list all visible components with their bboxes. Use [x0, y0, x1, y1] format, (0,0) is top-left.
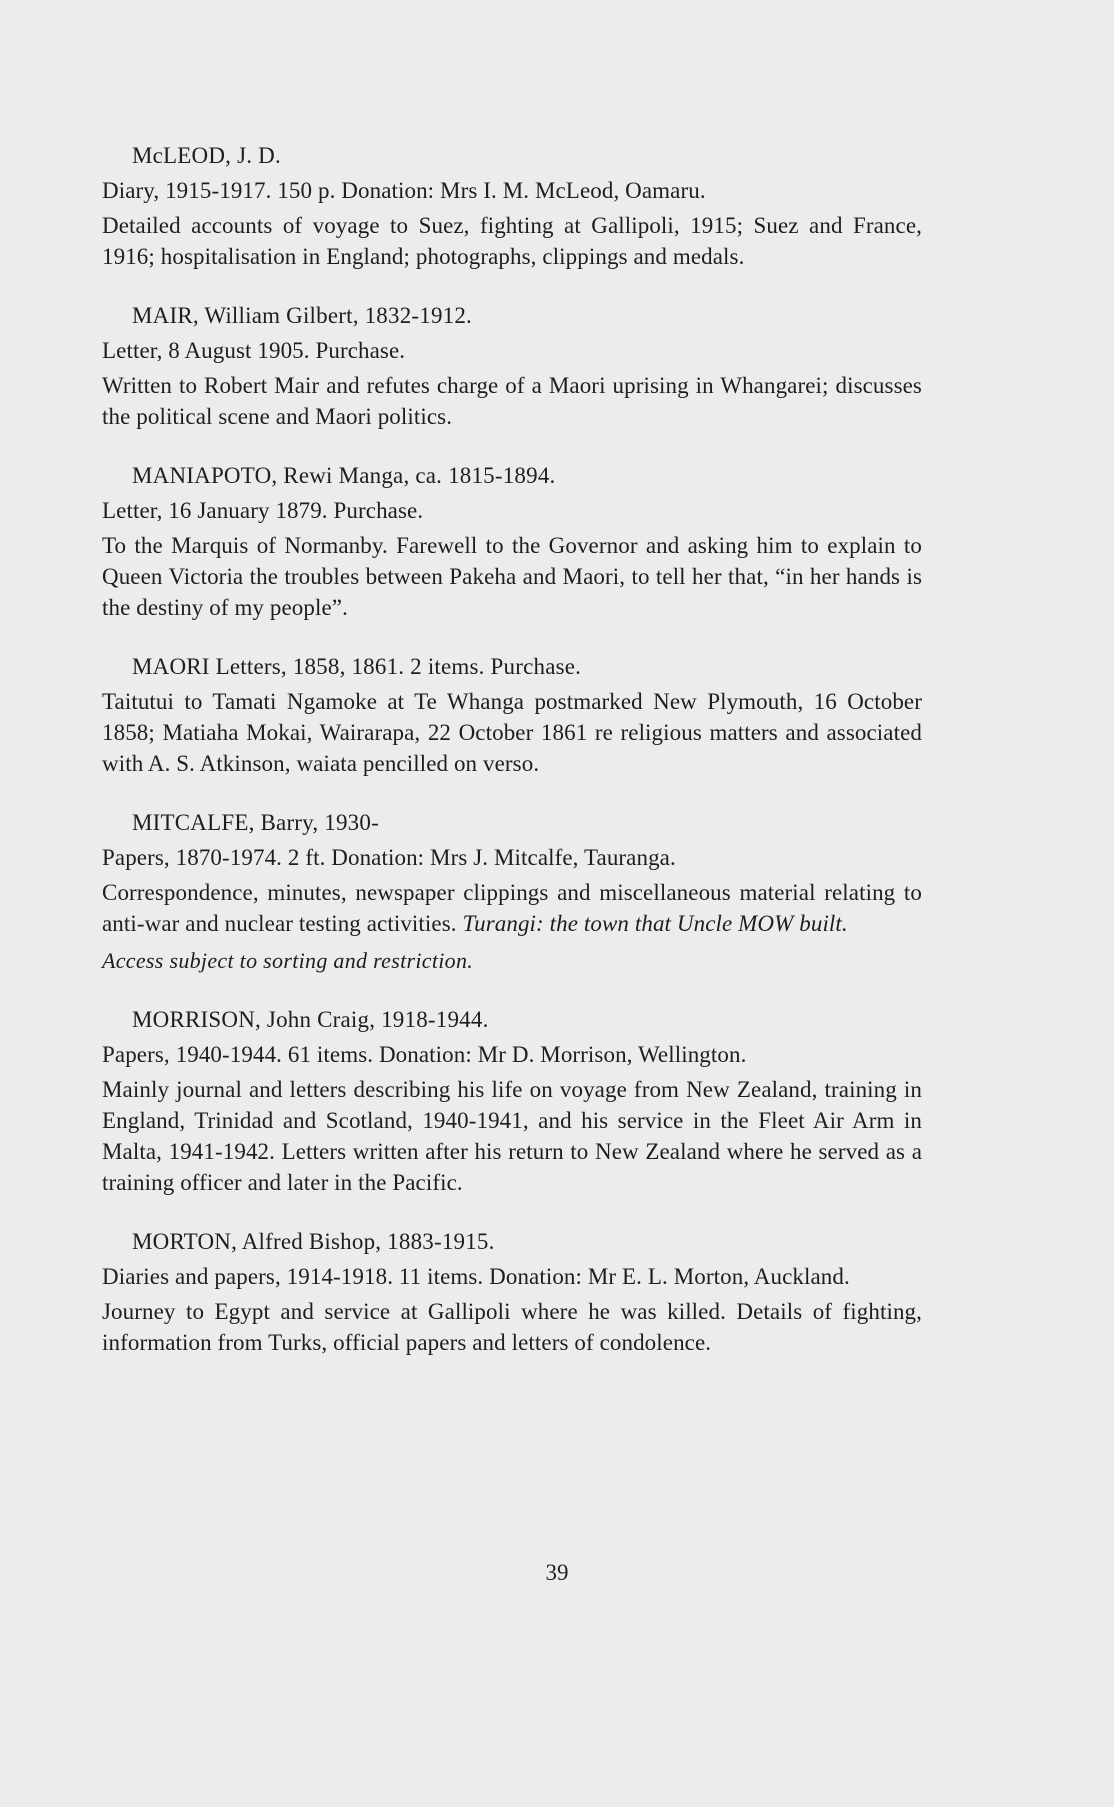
entry-heading: MANIAPOTO, Rewi Manga, ca. 1815-1894.: [132, 463, 556, 488]
entry-heading: MORRISON, John Craig, 1918-1944.: [132, 1007, 489, 1032]
entry-detail: Letter, 8 August 1905. Purchase.: [102, 338, 406, 363]
entry-maniapoto: [102, 460, 922, 623]
entry-heading: McLEOD, J. D.: [132, 143, 281, 168]
entry-heading: MITCALFE, Barry, 1930-: [132, 810, 379, 835]
entry-description: Detailed accounts of voyage to Suez, fighting at Gallipoli, 1915; Suez and France, 1916; hospitalisation in England; photographs, clippings and medals.: [102, 213, 922, 269]
entry-mitcalfe: [102, 807, 922, 976]
entry-mair: [102, 300, 922, 432]
entry-description-title: Turangi: the town that Uncle MOW built.: [462, 911, 848, 936]
entry-description: Mainly journal and letters describing his life on voyage from New Zealand, training in England, Trinidad and Scotland, 1940-1941, and his service in the Fleet Air Arm in Malta, 1941-1942. Letters written after his return to New Zealand where he served as a training officer and later in the Pacific.: [102, 1077, 922, 1195]
entry-description: To the Marquis of Normanby. Farewell to the Governor and asking him to explain to Queen Victoria the troubles between Pakeha and Maori, to tell her that, “in her hands is the destiny of my people”.: [102, 533, 922, 620]
entry-mcleod: [102, 140, 922, 272]
entry-heading: MAIR, William Gilbert, 1832-1912.: [132, 303, 472, 328]
entry-detail: Diary, 1915-1917. 150 p. Donation: Mrs I. M. McLeod, Oamaru.: [102, 178, 706, 203]
entry-heading: MORTON, Alfred Bishop, 1883-1915.: [132, 1229, 495, 1254]
page-number: 39: [545, 1560, 569, 1585]
entry-detail: Papers, 1940-1944. 61 items. Donation: Mr D. Morrison, Wellington.: [102, 1042, 747, 1067]
entry-detail: Letter, 16 January 1879. Purchase.: [102, 498, 424, 523]
entry-description: Taitutui to Tamati Ngamoke at Te Whanga postmarked New Plymouth, 16 October 1858; Matiaha Mokai, Wairarapa, 22 October 1861 re religious matters and associated with A. S. Atkinson, waiata pencilled on verso.: [102, 689, 922, 776]
entry-morton: [102, 1226, 922, 1358]
entry-morrison: [102, 1004, 922, 1198]
entry-detail: Papers, 1870-1974. 2 ft. Donation: Mrs J. Mitcalfe, Tauranga.: [102, 845, 676, 870]
entry-heading: MAORI Letters, 1858, 1861. 2 items. Purchase.: [132, 654, 582, 679]
entry-description: [102, 877, 922, 939]
entry-description-text: Correspondence, minutes, newspaper clippings and miscellaneous material relating to anti-war and nuclear testing activities.: [102, 880, 922, 936]
entry-detail: Diaries and papers, 1914-1918. 11 items. Donation: Mr E. L. Morton, Auckland.: [102, 1264, 850, 1289]
entry-maori-letters: [102, 651, 922, 779]
entry-description: Journey to Egypt and service at Gallipoli where he was killed. Details of fighting, information from Turks, official papers and letters of condolence.: [102, 1299, 922, 1355]
entry-description: Written to Robert Mair and refutes charge of a Maori uprising in Whangarei; discusses the political scene and Maori politics.: [102, 373, 922, 429]
access-note: Access subject to sorting and restriction.: [102, 948, 474, 973]
catalogue-page: [102, 140, 922, 1386]
